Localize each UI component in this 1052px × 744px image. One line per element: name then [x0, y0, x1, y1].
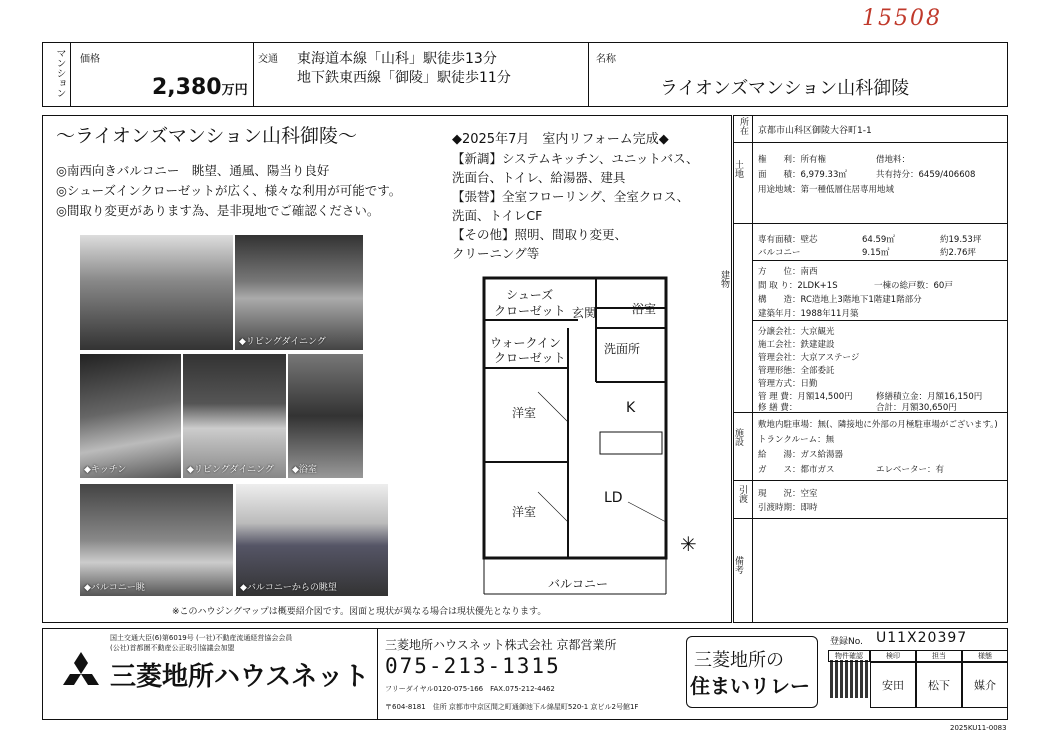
- fp-walkin: ウォークイン: [490, 336, 561, 350]
- orientation: 方 位：南西: [758, 267, 818, 277]
- phone-number: 075-213-1315: [385, 654, 561, 678]
- feature-2: ◎シューズインクローゼットが広く、様々な利用が可能です。: [56, 183, 402, 198]
- stamp-header-2: 検印: [870, 650, 916, 662]
- total-units: 一棟の総戸数：60戸: [874, 281, 953, 291]
- price-label: 価格: [80, 54, 100, 65]
- mitsubishi-logo-icon: [58, 652, 104, 694]
- fp-kitchen: K: [626, 400, 636, 416]
- balcony-tsubo: 約2.76坪: [940, 248, 976, 258]
- stamp-value-1: 安田: [870, 662, 916, 708]
- caption-kitchen: ◆キッチン: [84, 465, 127, 475]
- reform-line-6: クリーニング等: [452, 246, 540, 261]
- feature-3: ◎間取り変更があります為、是非現地でご確認ください。: [56, 203, 380, 218]
- fp-western-2: 洋室: [512, 505, 537, 519]
- reg-label: 登録No.: [830, 637, 863, 647]
- trunk-room: トランクルーム：無: [758, 435, 835, 445]
- area-tsubo: 約19.53坪: [940, 235, 982, 245]
- mgmt-fee: 管 理 費：月額14,500円: [758, 392, 853, 402]
- traffic-label: 交通: [258, 54, 278, 65]
- balcony-label: バルコニー: [758, 248, 801, 258]
- status: 現 況：空室: [758, 489, 818, 499]
- handover: 引渡時期：即時: [758, 503, 818, 513]
- mgmt-form: 管理形態：全部委託: [758, 366, 835, 376]
- mgmt-method: 管理方式：日勤: [758, 379, 818, 389]
- reform-line-4: 洗面、トイレCF: [452, 208, 543, 223]
- caption-bath: ◆浴室: [292, 465, 317, 475]
- stamp-header-1: 物件確認: [828, 650, 870, 662]
- fp-washroom: 洗面所: [604, 342, 641, 356]
- photo-bath: [288, 354, 363, 478]
- land-lease: 借地料：: [876, 155, 911, 165]
- promo-title: ～ライオンズマンション山科御陵～: [56, 125, 358, 147]
- fp-entrance: 玄関: [572, 306, 597, 320]
- photo-balcony: [80, 484, 233, 596]
- traffic-line1: 東海道本線「山科」駅徒歩13分: [297, 51, 497, 67]
- remarks-label: 備考: [733, 556, 743, 574]
- fp-western-1: 洋室: [512, 406, 537, 420]
- fp-ld: LD: [604, 490, 623, 506]
- building-label: 建物: [719, 270, 729, 288]
- photo-kitchen: [80, 354, 181, 478]
- qr-code-icon: [830, 660, 868, 698]
- caption-living: ◆リビングダイニング: [239, 337, 326, 347]
- company-name: 三菱地所ハウスネット株式会社 京都営業所: [385, 638, 617, 652]
- reform-line-5: 【その他】照明、間取り変更、: [452, 227, 628, 242]
- fp-closet-2: クローゼット: [494, 351, 566, 365]
- stamp-value-2: 松下: [916, 662, 962, 708]
- repair-fee: 修 繕 費：: [758, 403, 798, 413]
- photo-living-2: [183, 354, 286, 478]
- balcony-value: 9.15㎡: [862, 248, 890, 258]
- freedial: フリーダイヤル0120-075-166 FAX.075-212-4462: [385, 685, 555, 693]
- fp-closet: クローゼット: [494, 304, 566, 318]
- photo-living-dining: [235, 235, 363, 350]
- reform-line-2: 洗面台、トイレ、給湯器、建具: [452, 170, 626, 185]
- gas: ガ ス：都市ガス: [758, 465, 835, 475]
- mgmt-company: 管理会社：大京アステージ: [758, 353, 860, 363]
- hot-water: 給 湯：ガス給湯器: [758, 450, 844, 460]
- category-label: マンション: [54, 48, 65, 98]
- photo-kitchen-top: [80, 235, 233, 350]
- name-value: ライオンズマンション山科御陵: [660, 78, 910, 99]
- fp-balcony: バルコニー: [548, 577, 609, 591]
- fp-shoes: シューズ: [506, 288, 554, 302]
- reform-title: ◆2025年7月 室内リフォーム完成◆: [452, 132, 669, 147]
- layout: 間 取 り：2LDK+1S: [758, 281, 838, 291]
- location-label: 所在: [738, 117, 748, 135]
- facility-label: 施設: [733, 428, 743, 446]
- license-line-1: 国土交通大臣(6)第6019号 (一社)不動産流通経営協会会員: [110, 634, 293, 642]
- reg-value: U11X20397: [876, 630, 968, 646]
- repair-reserve: 修繕積立金：月額16,150円: [876, 392, 983, 402]
- land-zoning: 用途地域：第一種低層住居専用地域: [758, 185, 895, 195]
- footer-address: 〒604-8181 住所 京都市中京区間之町通御池下ル綿屋町520-1 京ビル2号館1F: [385, 703, 639, 711]
- disclaimer: ※このハウジングマップは概要紹介図です。図面と現状が異なる場合は現状優先となります。: [172, 607, 547, 617]
- elevator: エレベーター：有: [876, 465, 945, 475]
- stamp-header-3: 担当: [916, 650, 962, 662]
- document-code: 2025KU11-0083: [950, 724, 1007, 732]
- area-value: 64.59㎡: [862, 235, 895, 245]
- land-label: 土地: [733, 160, 743, 178]
- stamp-value-3: 媒介: [962, 662, 1008, 708]
- land-area: 面 積：6,979.33㎡: [758, 170, 847, 180]
- transfer-label: 引渡: [737, 485, 747, 503]
- caption-balcony: ◆バルコニー眺: [84, 583, 145, 593]
- license-line-2: (公社)首都圏不動産公正取引協議会加盟: [110, 644, 235, 652]
- built-date: 建築年月：1988年11月築: [758, 309, 859, 319]
- structure: 構 造：RC造地上3階地下1階建1階部分: [758, 295, 922, 305]
- parking: 敷地内駐車場：無(、隣接地に外部の月極駐車場がございます。): [758, 420, 998, 430]
- photo-view: [236, 484, 388, 596]
- name-label: 名称: [596, 54, 616, 65]
- compass-icon: ✳: [680, 532, 697, 556]
- contractor: 施工会社：鉄建建設: [758, 340, 835, 350]
- caption-living-2: ◆リビングダイニング: [187, 465, 274, 475]
- fp-bath: 浴室: [632, 302, 657, 316]
- stamp-header-4: 様態: [962, 650, 1008, 662]
- price-value: 2,380万円: [152, 75, 248, 100]
- feature-1: ◎南西向きバルコニー 眺望、通風、陽当り良好: [56, 163, 330, 178]
- slogan-line-1: 三菱地所の: [694, 650, 784, 671]
- location-value: 京都市山科区御陵大谷町1-1: [758, 126, 872, 136]
- handwritten-note: 15508: [862, 6, 942, 31]
- mgmt-total: 合計：月額30,650円: [876, 403, 957, 413]
- traffic-line2: 地下鉄東西線「御陵」駅徒歩11分: [297, 70, 511, 86]
- caption-view: ◆バルコニーからの眺望: [240, 583, 337, 593]
- slogan-line-2: 住まいリレー: [690, 674, 810, 698]
- land-share: 共有持分：6459/406608: [876, 170, 976, 180]
- developer: 分譲会社：大京観光: [758, 327, 835, 337]
- land-right: 権 利：所有権: [758, 155, 827, 165]
- floor-plan: [478, 272, 688, 602]
- area-label: 専有面積：壁芯: [758, 235, 818, 245]
- brand-name: 三菱地所ハウスネット: [110, 662, 370, 692]
- reform-line-3: 【張替】全室フローリング、全室クロス、: [452, 189, 690, 204]
- reform-line-1: 【新調】システムキッチン、ユニットバス、: [452, 151, 699, 166]
